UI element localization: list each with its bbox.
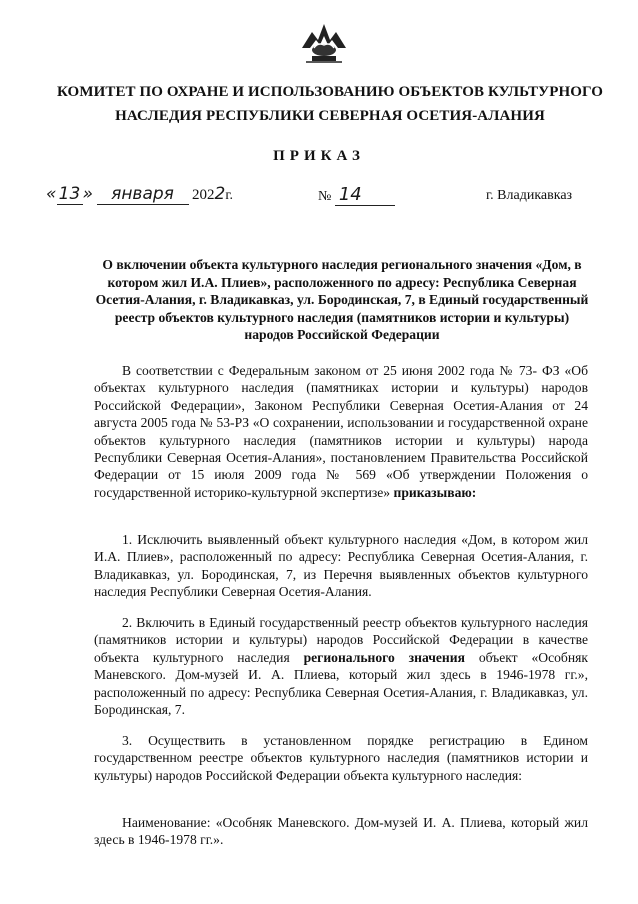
- legal-basis-text: В соответствии с Федеральным законом от 25 июня 2002 года № 73- ФЗ «Об объектах культурного наследия (памятниках истории и культуры) народов Российской Федерации», Законом Республики Северная Осетия-Алания от 24 августа 2005 года № 53-РЗ «О сохранении, использовании и государственной охране объектов культурного наследия (памятников истории и культуры) народа Республики Северная Осетия-Алания», постановлением Правительства Российской Федерации от 15 июля 2009 года № 569 «Об утверждении Положения о государственной историко-культурной экспертизе»: [94, 363, 588, 500]
- order-item-3: 3. Осуществить в установленном порядке регистрацию в Едином государственном реестре объектов культурного наследия (памятников истории и культуры) народов Российской Федерации объекта культурного наследия:: [94, 733, 588, 783]
- order-number: [318, 184, 395, 206]
- date-year-suffix: 2: [214, 184, 226, 204]
- order-city: г. Владикавказ: [486, 188, 573, 203]
- org-name-line-2: НАСЛЕДИЯ РЕСПУБЛИКИ СЕВЕРНАЯ ОСЕТИЯ-АЛАНИЯ: [115, 108, 545, 124]
- ossetia-emblem-icon: [298, 18, 350, 66]
- order-item-1: 1. Исключить выявленный объект культурного наследия «Дом, в котором жил И.А. Плиев», расположенный по адресу: Республика Северная Осетия-Алания, г. Владикавказ, ул. Бородинская, 7, из Перечня выявленных объектов культурного наследия Республики Северная Осетия-Алания.: [94, 532, 588, 600]
- order-title: ПРИКАЗ: [273, 148, 365, 164]
- date-month: января: [97, 184, 189, 205]
- date-year-unit: г.: [225, 188, 233, 203]
- org-name-line-1: КОМИТЕТ ПО ОХРАНЕ И ИСПОЛЬЗОВАНИЮ ОБЪЕКТОВ КУЛЬТУРНОГО: [56, 84, 604, 100]
- date-day: 13: [57, 184, 83, 205]
- item-2-significance: регионального значения: [303, 649, 465, 665]
- order-word: приказываю:: [393, 484, 477, 500]
- item-2-text-end: объект «Особняк Маневского. Дом-музей И. А. Плиева, который жил здесь в 1946-1978 гг.», расположенный по адресу: Республика Северная Осетия-Алания, г. Владикавказ, ул. Бородинская, 7.: [94, 649, 588, 718]
- order-item-2: [94, 614, 588, 718]
- date-close-quote: »: [82, 184, 93, 204]
- order-subject: О включении объекта культурного наследия регионального значения «Дом, в котором жил И.А. Плиев», расположенного по адресу: Республика Северная Осетия-Алания, г. Владикавказ, ул. Бородинская, 7, в Единый государственный реестр объектов культурного наследия (памятников истории и культуры) народов Российской Федерации: [95, 257, 589, 342]
- item-2-text-start: 2. Включить в Единый государственный реестр объектов культурного наследия (памятников истории и культуры) народов Российской Федерации в качестве объекта культурного наследия: [94, 615, 588, 665]
- number-value: 14: [335, 184, 395, 206]
- date-open-quote: «: [46, 184, 57, 204]
- number-label: №: [318, 189, 332, 204]
- object-name-line: Наименование: «Особняк Маневского. Дом-музей И. А. Плиева, который жил здесь в 1946-1978 гг.».: [94, 815, 588, 848]
- date-year-prefix: 202: [192, 187, 215, 203]
- legal-basis-paragraph: [94, 362, 588, 501]
- order-date: [46, 184, 233, 206]
